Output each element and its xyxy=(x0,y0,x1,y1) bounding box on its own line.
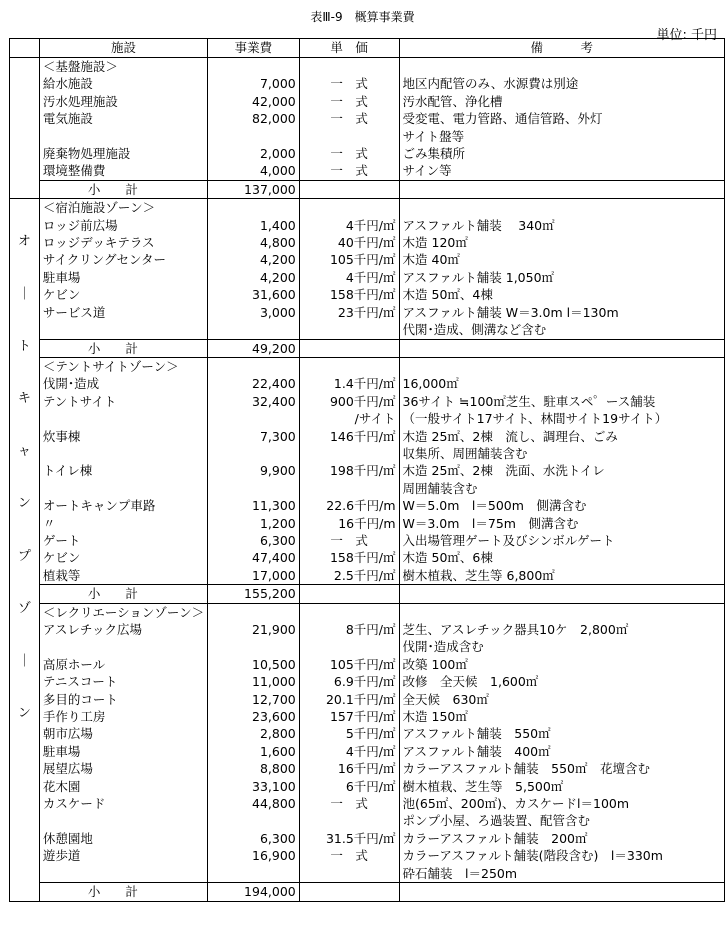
facility-cell: 小 計 xyxy=(39,585,207,603)
cost-cell xyxy=(208,812,300,829)
unit-price-cell: 1.4千円/㎡ xyxy=(299,375,399,392)
remarks-cell: 受変電、電力管路、通信管路、外灯 xyxy=(399,110,724,127)
facility-cell: ケビン xyxy=(39,549,207,566)
remarks-cell: 全天候 630㎡ xyxy=(399,691,724,708)
cost-cell xyxy=(208,321,300,339)
unit-price-cell xyxy=(299,480,399,497)
unit-price-cell: 一 式 xyxy=(299,110,399,127)
unit-price-cell: 105千円/㎡ xyxy=(299,656,399,673)
facility-cell: 伐開･造成 xyxy=(39,375,207,392)
facility-cell: 小 計 xyxy=(39,180,207,198)
header-cost: 事業費 xyxy=(208,39,300,58)
remarks-cell: W＝5.0m l＝500m 側溝含む xyxy=(399,497,724,514)
table-row xyxy=(10,743,725,760)
cost-cell: 11,300 xyxy=(208,497,300,514)
table-body xyxy=(10,58,725,902)
cost-cell xyxy=(208,480,300,497)
remarks-cell: カラーアスファルト舗装 200㎡ xyxy=(399,830,724,847)
zone-label-char: オ xyxy=(17,234,31,250)
table-row xyxy=(10,357,725,375)
cost-cell xyxy=(208,199,300,217)
remarks-cell xyxy=(399,58,724,76)
table-row xyxy=(10,428,725,445)
remarks-cell: 木造 40㎡ xyxy=(399,251,724,268)
table-row xyxy=(10,760,725,777)
unit-price-cell: 5千円/㎡ xyxy=(299,725,399,742)
unit-price-cell: 198千円/㎡ xyxy=(299,462,399,479)
cost-cell: 44,800 xyxy=(208,795,300,812)
unit-price-cell: 900千円/㎡ xyxy=(299,393,399,410)
remarks-cell: アスファルト舗装 400㎡ xyxy=(399,743,724,760)
cost-cell: 1,600 xyxy=(208,743,300,760)
remarks-cell: アスファルト舗装 550㎡ xyxy=(399,725,724,742)
remarks-cell: 木造 50㎡、6棟 xyxy=(399,549,724,566)
zone-label-char: ャ xyxy=(17,443,31,459)
unit-price-cell: 6千円/㎡ xyxy=(299,778,399,795)
remarks-cell: 伐開･造成含む xyxy=(399,638,724,655)
cost-cell: 2,800 xyxy=(208,725,300,742)
remarks-cell: 収集所、周囲舗装含む xyxy=(399,445,724,462)
header-row xyxy=(10,39,725,58)
table-row xyxy=(10,585,725,603)
cost-cell xyxy=(208,603,300,621)
table-row xyxy=(10,691,725,708)
remarks-cell xyxy=(399,339,724,357)
facility-cell: 高原ホール xyxy=(39,656,207,673)
remarks-cell: 16,000㎡ xyxy=(399,375,724,392)
cost-cell: 1,200 xyxy=(208,515,300,532)
remarks-cell: 改築 100㎡ xyxy=(399,656,724,673)
remarks-cell: サイン等 xyxy=(399,162,724,180)
zone-cell-base xyxy=(10,58,40,199)
unit-price-cell: 23千円/㎡ xyxy=(299,304,399,321)
facility-cell: オートキャンプ車路 xyxy=(39,497,207,514)
remarks-cell: 地区内配管のみ、水源費は別途 xyxy=(399,75,724,92)
unit-price-cell: 2.5千円/㎡ xyxy=(299,567,399,585)
facility-cell: 遊歩道 xyxy=(39,847,207,864)
cost-cell: 4,200 xyxy=(208,269,300,286)
cost-cell: 3,000 xyxy=(208,304,300,321)
unit-label: 単位: 千円 xyxy=(656,28,717,43)
table-row xyxy=(10,812,725,829)
remarks-cell: カラーアスファルト舗装(階段含む) l＝330m xyxy=(399,847,724,864)
unit-price-cell xyxy=(299,638,399,655)
cost-cell: 6,300 xyxy=(208,532,300,549)
cost-cell xyxy=(208,445,300,462)
unit-price-cell: 一 式 xyxy=(299,847,399,864)
table-row xyxy=(10,603,725,621)
cost-cell xyxy=(208,58,300,76)
remarks-cell: W＝3.0m l＝75m 側溝含む xyxy=(399,515,724,532)
facility-cell: ロッジ前広場 xyxy=(39,217,207,234)
cost-cell: 82,000 xyxy=(208,110,300,127)
unit-price-cell xyxy=(299,199,399,217)
table-row xyxy=(10,180,725,198)
cost-cell xyxy=(208,410,300,427)
cost-table xyxy=(9,38,725,902)
unit-price-cell xyxy=(299,357,399,375)
unit-price-cell: 22.6千円/m xyxy=(299,497,399,514)
unit-price-cell: 16千円/m xyxy=(299,515,399,532)
facility-cell xyxy=(39,410,207,427)
cost-table-wrapper xyxy=(9,38,725,902)
unit-price-cell xyxy=(299,585,399,603)
cost-cell: 2,000 xyxy=(208,145,300,162)
unit-price-cell: 8千円/㎡ xyxy=(299,621,399,638)
cost-cell: 4,800 xyxy=(208,234,300,251)
cost-cell: 11,000 xyxy=(208,673,300,690)
facility-cell: 廃棄物処理施設 xyxy=(39,145,207,162)
remarks-cell: カラーアスファルト舗装 550㎡ 花壇含む xyxy=(399,760,724,777)
table-row xyxy=(10,110,725,127)
unit-price-cell xyxy=(299,812,399,829)
remarks-cell: 砕石舗装 l＝250m xyxy=(399,865,724,883)
table-row xyxy=(10,778,725,795)
facility-cell: サイクリングセンター xyxy=(39,251,207,268)
cost-cell: 7,300 xyxy=(208,428,300,445)
table-row xyxy=(10,621,725,638)
facility-cell: 給水施設 xyxy=(39,75,207,92)
unit-price-cell xyxy=(299,445,399,462)
unit-price-cell: 158千円/㎡ xyxy=(299,286,399,303)
facility-cell: 植栽等 xyxy=(39,567,207,585)
facility-cell: 環境整備費 xyxy=(39,162,207,180)
unit-price-cell: 16千円/㎡ xyxy=(299,760,399,777)
remarks-cell: ポンプ小屋、ろ過装置、配管含む xyxy=(399,812,724,829)
table-row xyxy=(10,145,725,162)
table-row xyxy=(10,162,725,180)
table-row xyxy=(10,75,725,92)
cost-cell: 194,000 xyxy=(208,883,300,901)
facility-cell: トイレ棟 xyxy=(39,462,207,479)
table-row xyxy=(10,795,725,812)
facility-cell: 花木園 xyxy=(39,778,207,795)
remarks-cell: 木造 150㎡ xyxy=(399,708,724,725)
cost-cell xyxy=(208,357,300,375)
facility-cell: テニスコート xyxy=(39,673,207,690)
remarks-cell: 入出場管理ゲート及びシンボルゲート xyxy=(399,532,724,549)
cost-cell: 6,300 xyxy=(208,830,300,847)
facility-cell xyxy=(39,812,207,829)
remarks-cell xyxy=(399,357,724,375)
facility-cell: ＜レクリエーションゾーン＞ xyxy=(39,603,207,621)
table-row xyxy=(10,532,725,549)
facility-cell: 展望広場 xyxy=(39,760,207,777)
unit-price-cell: 4千円/㎡ xyxy=(299,269,399,286)
table-row xyxy=(10,673,725,690)
unit-price-cell xyxy=(299,339,399,357)
facility-cell: カスケード xyxy=(39,795,207,812)
header-remarks: 備 考 xyxy=(399,39,724,58)
facility-cell: サービス道 xyxy=(39,304,207,321)
unit-price-cell xyxy=(299,58,399,76)
facility-cell xyxy=(39,321,207,339)
header-facility: 施設 xyxy=(39,39,207,58)
remarks-cell: 36サイト ≒100㎡芝生、駐車スペ゜ース舗装 xyxy=(399,393,724,410)
unit-price-cell: 157千円/㎡ xyxy=(299,708,399,725)
remarks-cell: アスファルト舗装 1,050㎡ xyxy=(399,269,724,286)
table-row xyxy=(10,515,725,532)
facility-cell: ゲート xyxy=(39,532,207,549)
zone-label-char: ｜ xyxy=(17,653,31,669)
table-row xyxy=(10,708,725,725)
remarks-cell: 改修 全天候 1,600㎡ xyxy=(399,673,724,690)
facility-cell: テントサイト xyxy=(39,393,207,410)
remarks-cell: 汚水配管、浄化槽 xyxy=(399,93,724,110)
remarks-cell: 池(65㎡、200㎡)、カスケードl＝100m xyxy=(399,795,724,812)
table-row xyxy=(10,321,725,339)
cost-cell: 31,600 xyxy=(208,286,300,303)
cost-cell xyxy=(208,638,300,655)
unit-price-cell: 146千円/㎡ xyxy=(299,428,399,445)
remarks-cell: ごみ集積所 xyxy=(399,145,724,162)
facility-cell: 炊事棟 xyxy=(39,428,207,445)
unit-price-cell: 20.1千円/㎡ xyxy=(299,691,399,708)
table-row xyxy=(10,286,725,303)
table-row xyxy=(10,445,725,462)
facility-cell: 小 計 xyxy=(39,883,207,901)
zone-label-char: ン xyxy=(17,496,31,512)
cost-cell: 16,900 xyxy=(208,847,300,864)
zone-label-char: ン xyxy=(17,705,31,721)
table-row xyxy=(10,251,725,268)
remarks-cell: 芝生、アスレチック器具10ケ 2,800㎡ xyxy=(399,621,724,638)
zone-label-char: ゾ xyxy=(17,601,31,617)
remarks-cell: 木造 25㎡、2棟 流し、調理台、ごみ xyxy=(399,428,724,445)
cost-cell: 1,400 xyxy=(208,217,300,234)
table-row xyxy=(10,58,725,76)
cost-cell: 9,900 xyxy=(208,462,300,479)
cost-cell: 137,000 xyxy=(208,180,300,198)
unit-price-cell: 一 式 xyxy=(299,795,399,812)
remarks-cell: 代閑･造成、側溝など含む xyxy=(399,321,724,339)
facility-cell xyxy=(39,480,207,497)
cost-cell: 42,000 xyxy=(208,93,300,110)
table-row xyxy=(10,304,725,321)
unit-price-cell xyxy=(299,865,399,883)
facility-cell xyxy=(39,865,207,883)
remarks-cell xyxy=(399,585,724,603)
table-row xyxy=(10,375,725,392)
cost-cell: 4,200 xyxy=(208,251,300,268)
facility-cell: アスレチック広場 xyxy=(39,621,207,638)
facility-cell xyxy=(39,638,207,655)
zone-label-char: キ xyxy=(17,391,31,407)
cost-cell: 21,900 xyxy=(208,621,300,638)
table-row xyxy=(10,234,725,251)
facility-cell: 小 計 xyxy=(39,339,207,357)
zone-label-camp xyxy=(10,199,40,901)
header-unit-price: 単 価 xyxy=(299,39,399,58)
zone-label-char: ト xyxy=(17,339,31,355)
cost-cell: 7,000 xyxy=(208,75,300,92)
facility-cell: 汚水処理施設 xyxy=(39,93,207,110)
unit-price-cell xyxy=(299,603,399,621)
unit-price-cell: 一 式 xyxy=(299,532,399,549)
facility-cell: ロッジデッキテラス xyxy=(39,234,207,251)
unit-price-cell: 一 式 xyxy=(299,145,399,162)
cost-cell: 23,600 xyxy=(208,708,300,725)
cost-cell: 33,100 xyxy=(208,778,300,795)
facility-cell: ＜宿泊施設ゾーン＞ xyxy=(39,199,207,217)
table-row xyxy=(10,269,725,286)
remarks-cell: 木造 50㎡、4棟 xyxy=(399,286,724,303)
remarks-cell: アスファルト舗装 W＝3.0m l＝130m xyxy=(399,304,724,321)
remarks-cell: 周囲舗装含む xyxy=(399,480,724,497)
remarks-cell xyxy=(399,180,724,198)
remarks-cell xyxy=(399,199,724,217)
unit-price-cell: 158千円/㎡ xyxy=(299,549,399,566)
table-row xyxy=(10,830,725,847)
unit-price-cell xyxy=(299,180,399,198)
facility-cell xyxy=(39,128,207,145)
table-row xyxy=(10,638,725,655)
remarks-cell: 樹木植栽、芝生等 6,800㎡ xyxy=(399,567,724,585)
table-row xyxy=(10,549,725,566)
remarks-cell: サイト盤等 xyxy=(399,128,724,145)
remarks-cell: 木造 120㎡ xyxy=(399,234,724,251)
header-zone xyxy=(10,39,40,58)
unit-price-cell xyxy=(299,883,399,901)
unit-price-cell: 4千円/㎡ xyxy=(299,743,399,760)
table-row xyxy=(10,199,725,217)
table-row xyxy=(10,393,725,410)
table-row xyxy=(10,410,725,427)
cost-cell: 155,200 xyxy=(208,585,300,603)
table-row xyxy=(10,93,725,110)
cost-cell: 22,400 xyxy=(208,375,300,392)
remarks-cell: （一般サイト17サイト、林間サイト19サイト） xyxy=(399,410,724,427)
cost-cell xyxy=(208,128,300,145)
unit-price-cell: 一 式 xyxy=(299,75,399,92)
facility-cell: 休憩園地 xyxy=(39,830,207,847)
table-row xyxy=(10,480,725,497)
unit-price-cell xyxy=(299,321,399,339)
unit-price-cell: 一 式 xyxy=(299,162,399,180)
table-row xyxy=(10,847,725,864)
remarks-cell: 木造 25㎡、2棟 洗面、水洗トイレ xyxy=(399,462,724,479)
facility-cell: 手作り工房 xyxy=(39,708,207,725)
cost-cell: 4,000 xyxy=(208,162,300,180)
unit-price-cell: 4千円/㎡ xyxy=(299,217,399,234)
cost-cell: 47,400 xyxy=(208,549,300,566)
zone-label-char: ｜ xyxy=(17,286,31,302)
facility-cell: 駐車場 xyxy=(39,743,207,760)
unit-price-cell: 31.5千円/㎡ xyxy=(299,830,399,847)
cost-cell xyxy=(208,865,300,883)
facility-cell xyxy=(39,445,207,462)
remarks-cell: アスファルト舗装 340㎡ xyxy=(399,217,724,234)
table-row xyxy=(10,339,725,357)
facility-cell: ＜テントサイトゾーン＞ xyxy=(39,357,207,375)
cost-cell: 12,700 xyxy=(208,691,300,708)
remarks-cell xyxy=(399,603,724,621)
table-row xyxy=(10,865,725,883)
unit-price-cell xyxy=(299,128,399,145)
cost-cell: 10,500 xyxy=(208,656,300,673)
remarks-cell: 樹木植栽、芝生等 5,500㎡ xyxy=(399,778,724,795)
unit-price-cell: 105千円/㎡ xyxy=(299,251,399,268)
table-row xyxy=(10,883,725,901)
facility-cell: 電気施設 xyxy=(39,110,207,127)
table-row xyxy=(10,462,725,479)
table-row xyxy=(10,128,725,145)
cost-cell: 17,000 xyxy=(208,567,300,585)
table-row xyxy=(10,725,725,742)
unit-price-cell: 6.9千円/㎡ xyxy=(299,673,399,690)
cost-cell: 49,200 xyxy=(208,339,300,357)
facility-cell: ケビン xyxy=(39,286,207,303)
facility-cell: 多目的コート xyxy=(39,691,207,708)
remarks-cell xyxy=(399,883,724,901)
cost-cell: 8,800 xyxy=(208,760,300,777)
unit-price-cell: 40千円/㎡ xyxy=(299,234,399,251)
zone-label-vertical xyxy=(10,199,39,722)
table-row xyxy=(10,656,725,673)
table-title: 表Ⅲ-9 概算事業費 xyxy=(310,10,415,24)
cost-cell: 32,400 xyxy=(208,393,300,410)
zone-label-char: プ xyxy=(17,548,31,564)
facility-cell: ＜基盤施設＞ xyxy=(39,58,207,76)
unit-price-cell: 一 式 xyxy=(299,93,399,110)
facility-cell: 駐車場 xyxy=(39,269,207,286)
table-row xyxy=(10,497,725,514)
facility-cell: 〃 xyxy=(39,515,207,532)
table-row xyxy=(10,567,725,585)
unit-price-cell: /サイト xyxy=(299,410,399,427)
table-row xyxy=(10,217,725,234)
facility-cell: 朝市広場 xyxy=(39,725,207,742)
